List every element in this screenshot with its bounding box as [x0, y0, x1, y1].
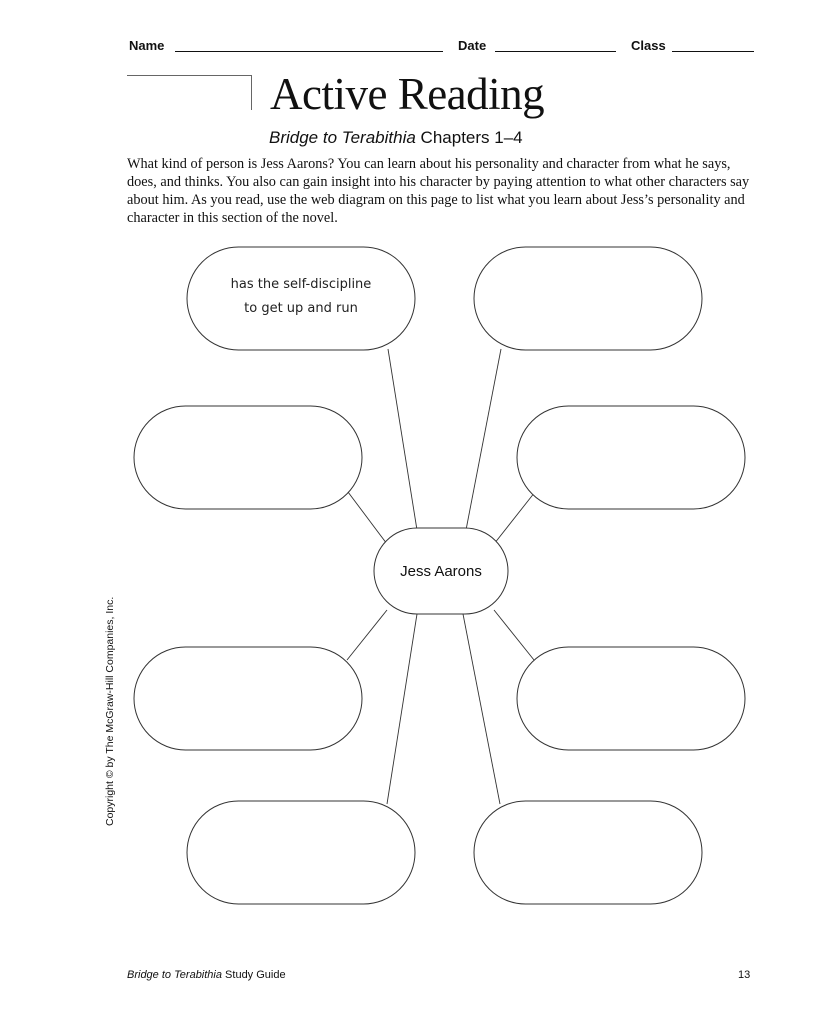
connector-line [463, 614, 500, 804]
chapter-range: Chapters 1–4 [420, 128, 523, 147]
book-title: Bridge to Terabithia [269, 128, 416, 147]
trait-oval-bottom-right[interactable] [474, 801, 702, 904]
connector-line [388, 349, 417, 530]
center-label: Jess Aarons [400, 563, 482, 580]
trait-oval-lower-left[interactable] [134, 647, 362, 750]
trait-oval-top-left[interactable] [187, 247, 415, 350]
connector-line [494, 492, 535, 544]
trait-oval-upper-left[interactable] [134, 406, 362, 509]
footer-guide-label: Study Guide [222, 969, 286, 981]
trait-oval-bottom-left[interactable] [187, 801, 415, 904]
connector-line [494, 610, 534, 660]
trait-oval-lower-right[interactable] [517, 647, 745, 750]
class-label: Class [631, 38, 666, 53]
page-title: Active Reading [270, 69, 545, 119]
date-label: Date [458, 38, 487, 53]
connector-line [466, 349, 501, 530]
oval-entry-line-2: to get up and run [244, 301, 358, 316]
footer-guide-title [127, 969, 286, 981]
trait-oval-top-right[interactable] [474, 247, 702, 350]
connector-line [387, 614, 417, 804]
page-number: 13 [738, 969, 751, 981]
copyright-notice: Copyright © by The McGraw-Hill Companies, Inc. [104, 596, 116, 826]
connector-line [347, 610, 387, 660]
oval-entry-line-1: has the self-discipline [230, 277, 372, 292]
name-label: Name [129, 38, 165, 53]
intro-paragraph: What kind of person is Jess Aarons? You can learn about his personality and character from what he says, does, and thinks. You also can gain insight into his character by paying attention to what other characters say about him. As you read, use the web diagram on this page to list what you learn about Jess’s personality and character in this section of the novel. [127, 156, 750, 226]
footer-book-title: Bridge to Terabithia [127, 969, 222, 981]
trait-oval-upper-right[interactable] [517, 406, 745, 509]
connector-line [348, 492, 387, 544]
